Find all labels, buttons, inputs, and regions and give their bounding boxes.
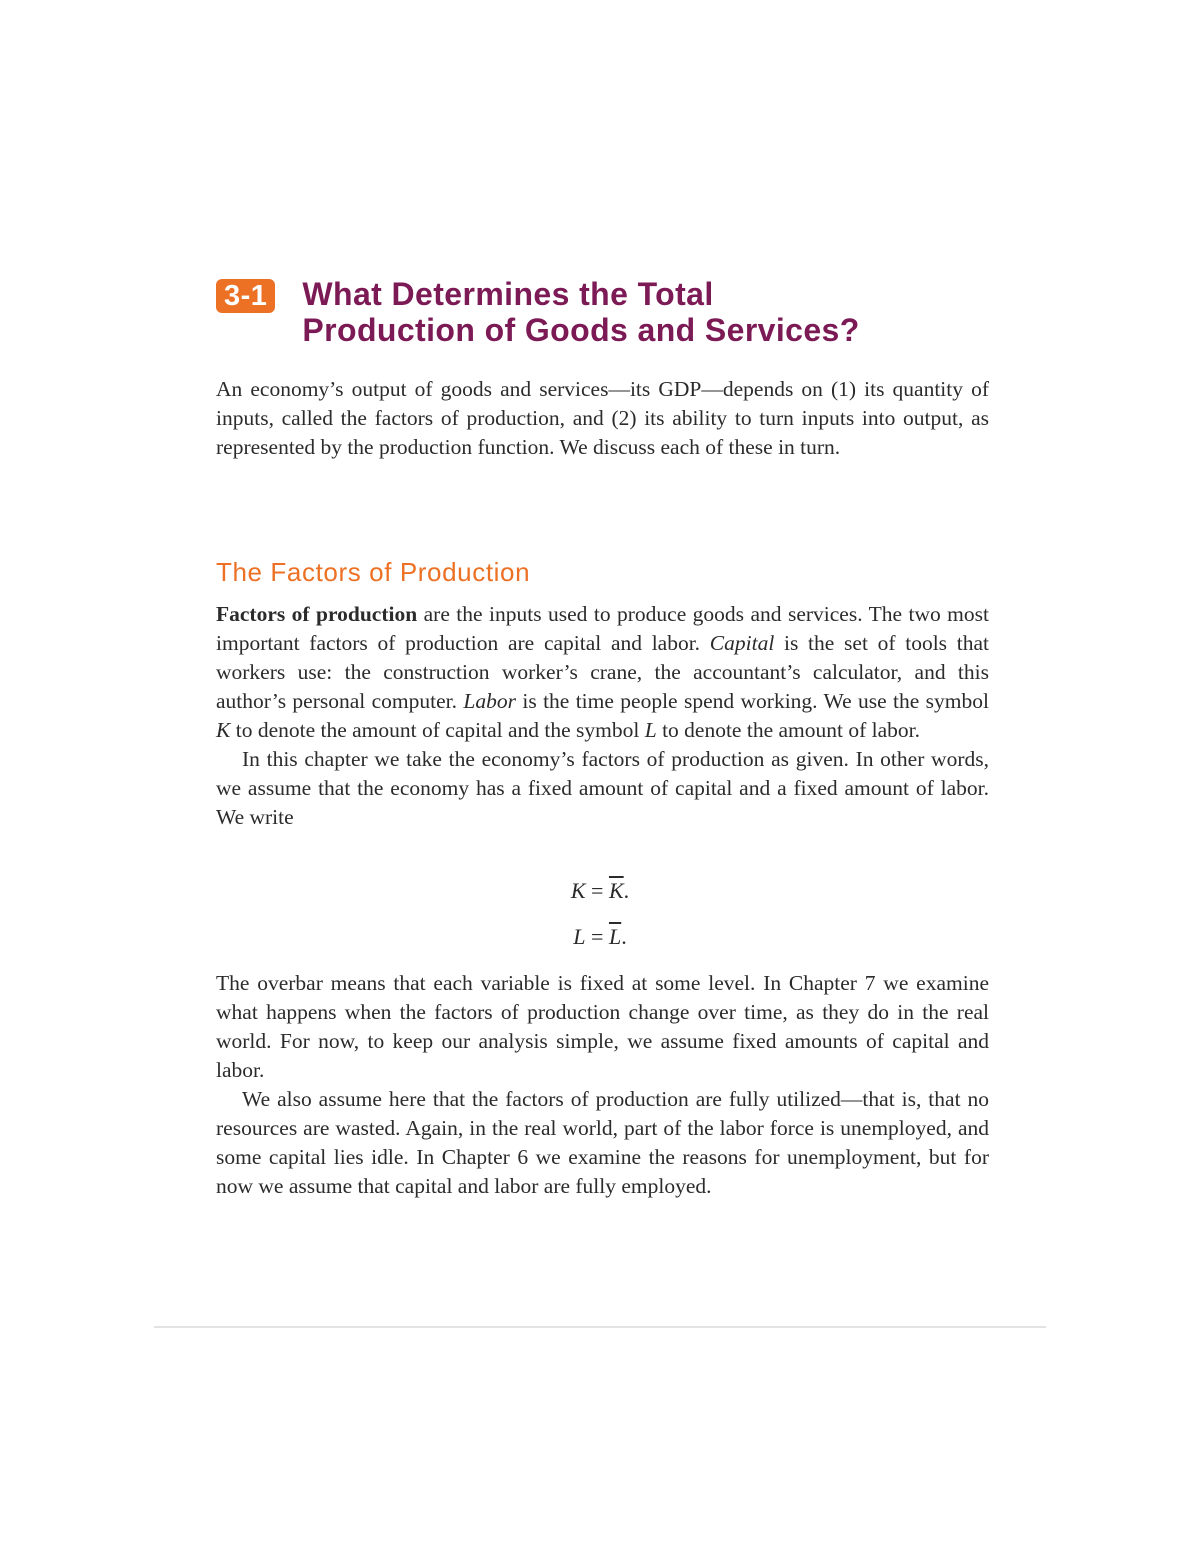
factors-paragraphs — [216, 600, 989, 832]
paragraph-fully-utilized: We also assume here that the factors of production are fully utilized—that is, that no resources are wasted. Again, in the real world, part of the labor force is unemployed, and some capital lies idle. In Chapter 6 we examine the reasons for unemployment, but for now we assume that capital and labor are fully employed. — [216, 1087, 989, 1198]
paragraph-fixed-factors: In this chapter we take the economy’s factors of production as given. In other words, we assume that the economy has a fixed amount of capital and a fixed amount of labor. We write — [216, 747, 989, 829]
section-number-badge: 3-1 — [216, 279, 275, 313]
key-term: Factors of production — [216, 602, 418, 626]
equation-lhs: L — [573, 924, 586, 949]
text-run: to denote the amount of labor. — [656, 718, 920, 742]
subsection-heading: The Factors of Production — [216, 557, 531, 587]
section-title-line-1: What Determines the Total — [302, 276, 714, 312]
text-run: is the set of tools that workers use: the construction worker’s crane, the accountant’s calculator, and this author’s personal computer. — [216, 631, 990, 713]
equation-rhs-overbar: $\overline{K}$ — [608, 878, 624, 903]
equation-labor — [0, 923, 1200, 951]
equation-equals: = — [585, 878, 609, 903]
intro-paragraph — [216, 375, 989, 462]
paragraph-overbar: The overbar means that each variable is fixed at some level. In Chapter 7 we examine what happens when the factors of production change over time, as they do in the real world. For now, to keep our analysis simple, we assume fixed amounts of capital and labor. — [216, 971, 989, 1082]
equation-equals: = — [585, 924, 609, 949]
paragraph-factors-definition — [216, 600, 989, 745]
text-run: is the time people spend working. We use the symbol — [515, 689, 989, 713]
equation-period: . — [623, 878, 630, 903]
equation-lhs: K — [570, 878, 586, 903]
intro-text: An economy’s output of goods and services—its GDP—depends on (1) its quantity of inputs, called the factors of production, and (2) its ability to turn inputs into output, as represented by the production function. We discuss each of these in turn. — [216, 377, 989, 459]
symbol-k: K — [216, 718, 231, 742]
equation-capital — [0, 877, 1200, 905]
italic-term-labor: Labor — [463, 689, 516, 713]
equation-rhs-overbar: $\overline{L}$ — [608, 924, 622, 949]
section-title — [302, 276, 859, 348]
symbol-l: L — [644, 718, 657, 742]
after-equations-paragraphs — [216, 969, 989, 1201]
equation-period: . — [621, 924, 627, 949]
italic-term-capital: Capital — [709, 631, 775, 655]
text-run: are the inputs used to produce goods and services. The two most important factors of production are capital and labor. — [216, 602, 989, 655]
section-header — [216, 276, 996, 348]
footer-divider — [154, 1326, 1046, 1328]
text-run: to denote the amount of capital and the symbol — [230, 718, 645, 742]
section-title-line-2: Production of Goods and Services? — [302, 312, 860, 348]
